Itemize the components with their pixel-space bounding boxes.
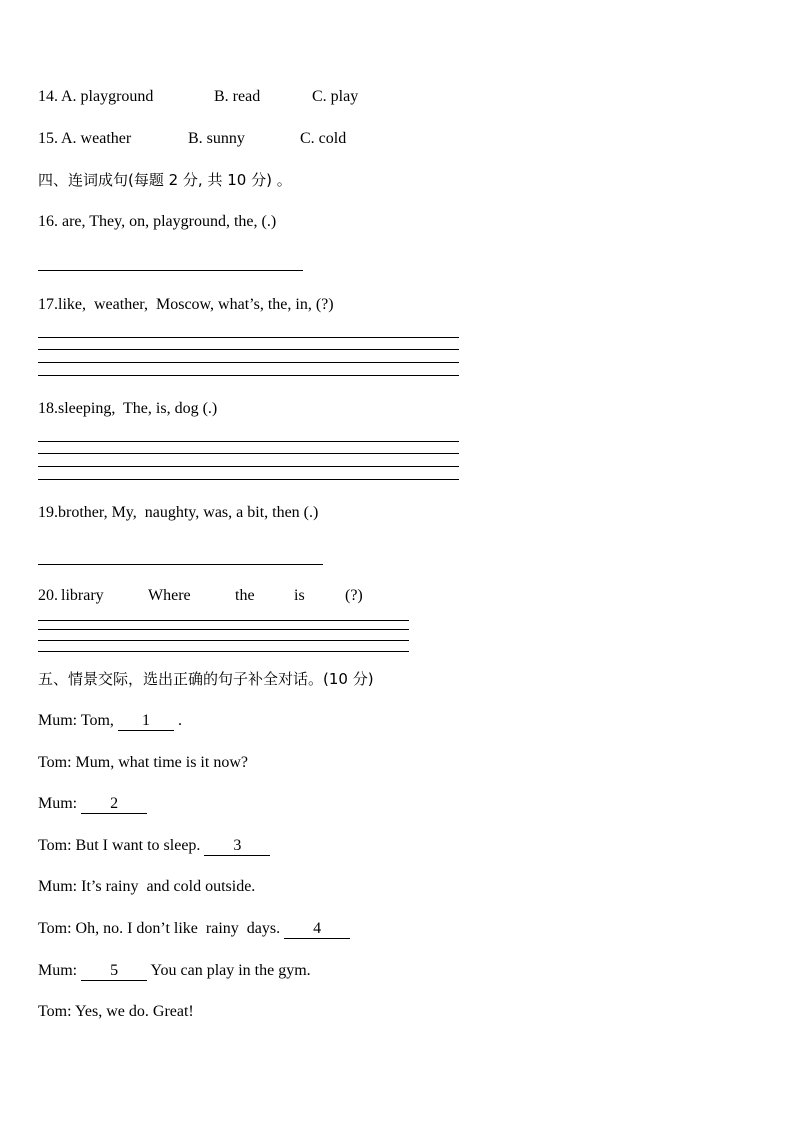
dialogue-line-1 [38, 711, 182, 731]
q20-word: is [294, 587, 305, 604]
q17-answer-line-2[interactable] [38, 349, 459, 350]
section4-heading: 四、连词成句(每题 2 分, 共 10 分) 。 [38, 171, 292, 189]
q18-answer-line-2[interactable] [38, 453, 459, 454]
dialogue-line-5 [38, 877, 255, 897]
dialogue-text: Tom: Yes, we do. Great! [38, 1003, 194, 1020]
dialogue-text: Tom: Oh, no. I don’t like rainy days. [38, 920, 285, 937]
q17-answer-line-3[interactable] [38, 362, 459, 363]
blank-5[interactable]: 5 [81, 962, 147, 981]
q15-option-c: C. cold [300, 130, 347, 147]
q20-answer-line-4[interactable] [38, 651, 409, 652]
dialogue-text: Mum: [38, 795, 82, 812]
q19-answer-line[interactable] [38, 564, 323, 565]
q20-word: the [235, 587, 255, 604]
dialogue-text: Mum: [38, 962, 82, 979]
dialogue-line-2 [38, 753, 248, 773]
q15-number: 15. [38, 130, 58, 147]
dialogue-line-3 [38, 794, 147, 814]
q17-answer-line-4[interactable] [38, 375, 459, 376]
q20-word: Where [148, 587, 191, 604]
q15-option-a: A. weather [61, 130, 132, 147]
q14-option-b: B. read [214, 88, 261, 105]
dialogue-text: Tom: Mum, what time is it now? [38, 754, 248, 771]
q18-prompt: 18.sleeping, The, is, dog (.) [38, 400, 218, 417]
blank-3[interactable]: 3 [204, 837, 270, 856]
dialogue-text: Mum: Tom, [38, 712, 118, 729]
q17-answer-line-1[interactable] [38, 337, 459, 338]
dialogue-text: Tom: But I want to sleep. [38, 837, 205, 854]
q18-answer-line-4[interactable] [38, 479, 459, 480]
q16-answer-line[interactable] [38, 270, 303, 271]
dialogue-line-6 [38, 919, 350, 939]
q14-option-a: A. playground [61, 88, 154, 105]
q20-number: 20. [38, 587, 58, 604]
q20-answer-line-1[interactable] [38, 620, 409, 621]
dialogue-line-4 [38, 836, 270, 856]
q18-answer-line-1[interactable] [38, 441, 459, 442]
q14-option-c: C. play [312, 88, 359, 105]
q18-answer-line-3[interactable] [38, 466, 459, 467]
q14-number: 14. [38, 88, 58, 105]
section5-heading: 五、情景交际，选出正确的句子补全对话。(10 分) [38, 670, 374, 688]
q20-answer-line-3[interactable] [38, 640, 409, 641]
q15-option-b: B. sunny [188, 130, 245, 147]
blank-1[interactable]: 1 [118, 712, 174, 731]
q20-word: (?) [345, 587, 363, 604]
q20-answer-line-2[interactable] [38, 629, 409, 630]
dialogue-line-7 [38, 961, 311, 981]
dialogue-text: You can play in the gym. [147, 962, 311, 979]
q19-prompt: 19.brother, My, naughty, was, a bit, then (.) [38, 504, 319, 521]
dialogue-text: . [173, 712, 182, 729]
q17-prompt: 17.like, weather, Moscow, what’s, the, in, (?) [38, 296, 334, 313]
blank-2[interactable]: 2 [81, 795, 147, 814]
blank-4[interactable]: 4 [284, 920, 350, 939]
q20-word: library [61, 587, 104, 604]
dialogue-line-8 [38, 1002, 194, 1022]
q16-prompt: 16. are, They, on, playground, the, (.) [38, 213, 277, 230]
dialogue-text: Mum: It’s rainy and cold outside. [38, 878, 256, 895]
